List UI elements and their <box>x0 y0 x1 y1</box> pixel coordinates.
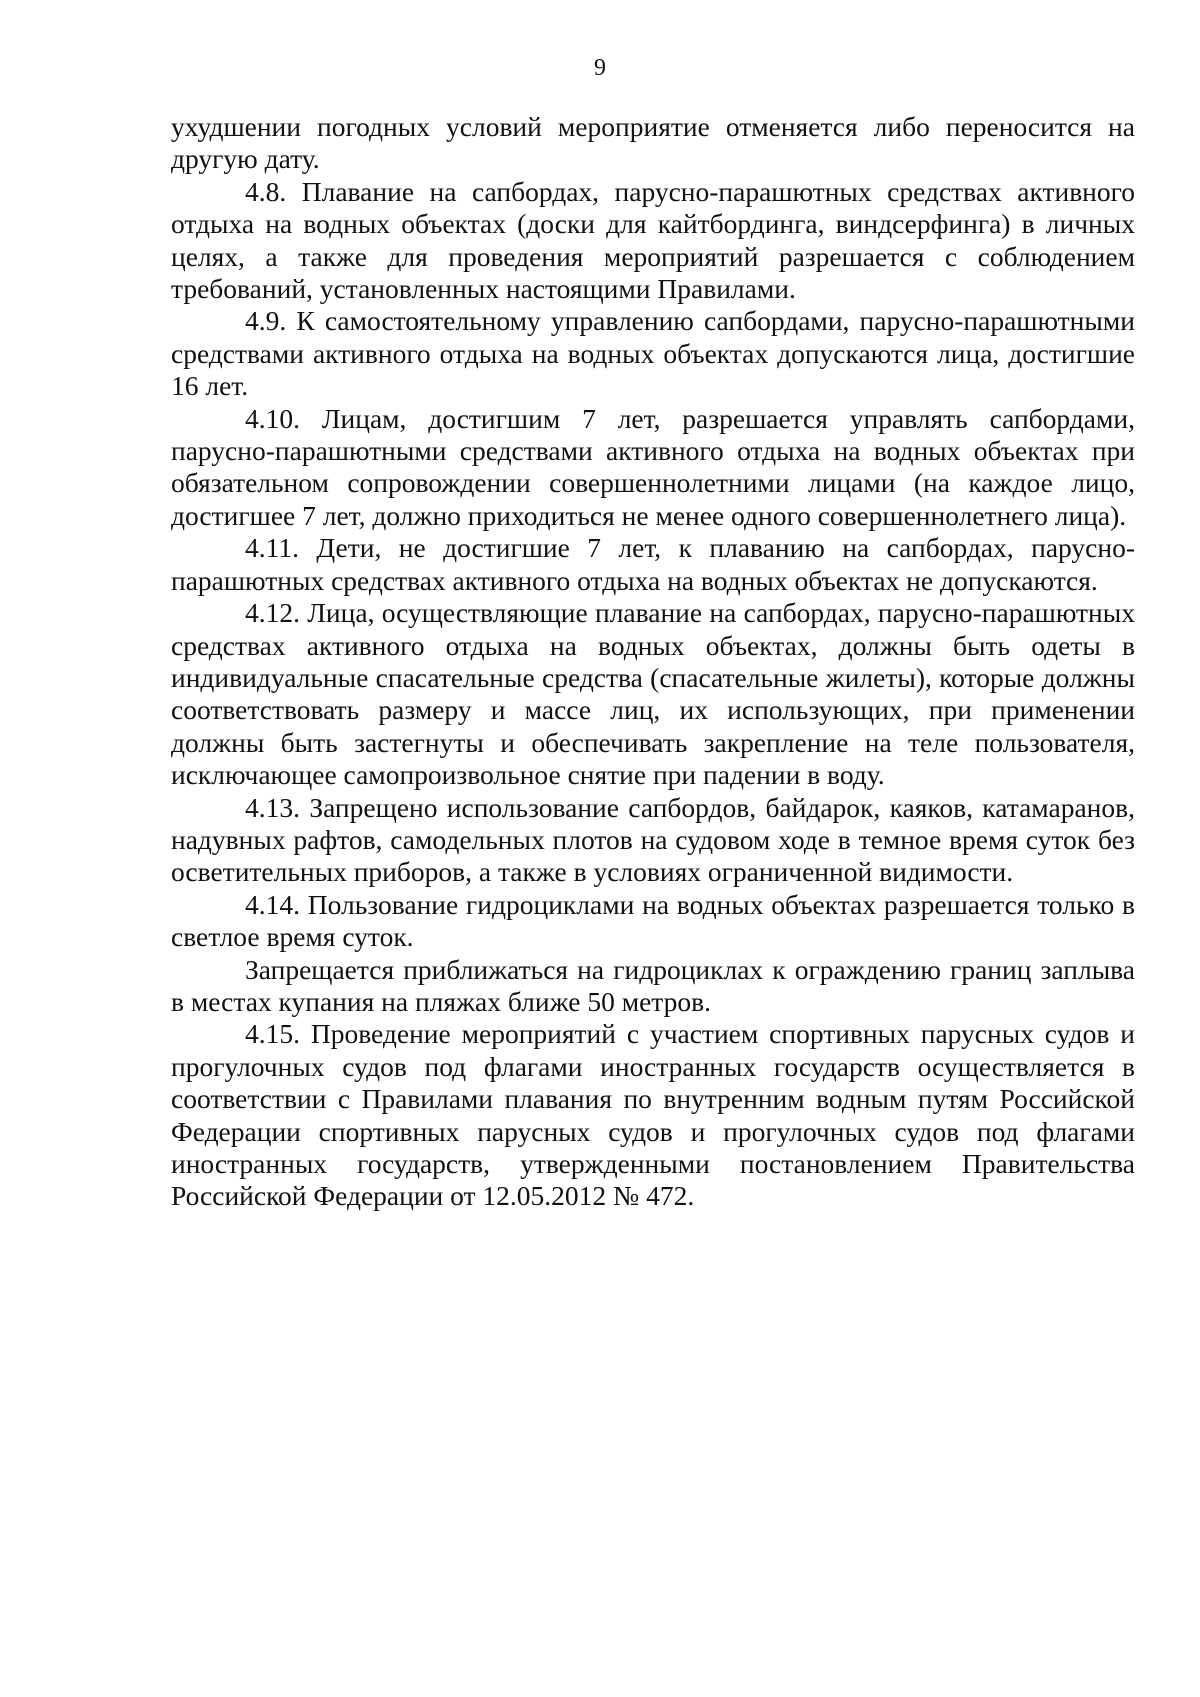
paragraph-continuation: ухудшении погодных условий мероприятие отменяется либо переносится на другую дату. <box>171 111 1135 175</box>
page-number: 9 <box>594 55 606 81</box>
paragraph-4-8: 4.8. Плавание на сапбордах, парусно-парашютных средствах активного отдыха на водных объектах (доски для кайтбординга, виндсерфинга) в личных целях, а также для проведения мероприятий разрешается с соблюдением требований, установленных настоящими Правилами. <box>171 175 1135 305</box>
paragraph-4-12: 4.12. Лица, осуществляющие плавание на сапбордах, парусно-парашютных средствах активного отдыха на водных объектах, должны быть одеты в индивидуальные спасательные средства (спасательные жилеты), которые должны соответствовать размеру и массе лиц, их использующих, при применении должны быть застегнуты и обеспечивать закрепление на теле пользователя, исключающее самопроизвольное снятие при падении в воду. <box>171 597 1135 791</box>
paragraph-4-11: 4.11. Дети, не достигшие 7 лет, к плаванию на сапбордах, парусно-парашютных средствах активного отдыха на водных объектах не допускаются. <box>171 532 1135 596</box>
paragraph-4-14: 4.14. Пользование гидроциклами на водных объектах разрешается только в светлое время суток. <box>171 888 1135 953</box>
paragraph-4-14-continued: Запрещается приближаться на гидроциклах к ограждению границ заплыва в местах купания на пляжах ближе 50 метров. <box>171 953 1135 1017</box>
paragraph-4-13: 4.13. Запрещено использование сапбордов, байдарок, каяков, катамаранов, надувных рафтов, самодельных плотов на судовом ходе в темное время суток без осветительных приборов, а также в условиях ограниченной видимости. <box>171 791 1135 888</box>
paragraph-4-15: 4.15. Проведение мероприятий с участием спортивных парусных судов и прогулочных судов под флагами иностранных государств осуществляется в соответствии с Правилами плавания по внутренним водным путям Российской Федерации спортивных парусных судов и прогулочных судов под флагами иностранных государств, утвержденными постановлением Правительства Российской Федерации от 12.05.2012 № 472. <box>171 1018 1135 1212</box>
document-body <box>171 111 1135 1213</box>
paragraph-4-9: 4.9. К самостоятельному управлению сапбордами, парусно-парашютными средствами активного отдыха на водных объектах допускаются лица, достигшие 16 лет. <box>171 305 1135 402</box>
paragraph-4-10: 4.10. Лицам, достигшим 7 лет, разрешается управлять сапбордами, парусно-парашютными средствами активного отдыха на водных объектах при обязательном сопровождении совершеннолетними лицами (на каждое лицо, достигшее 7 лет, должно приходиться не менее одного совершеннолетнего лица). <box>171 402 1135 531</box>
